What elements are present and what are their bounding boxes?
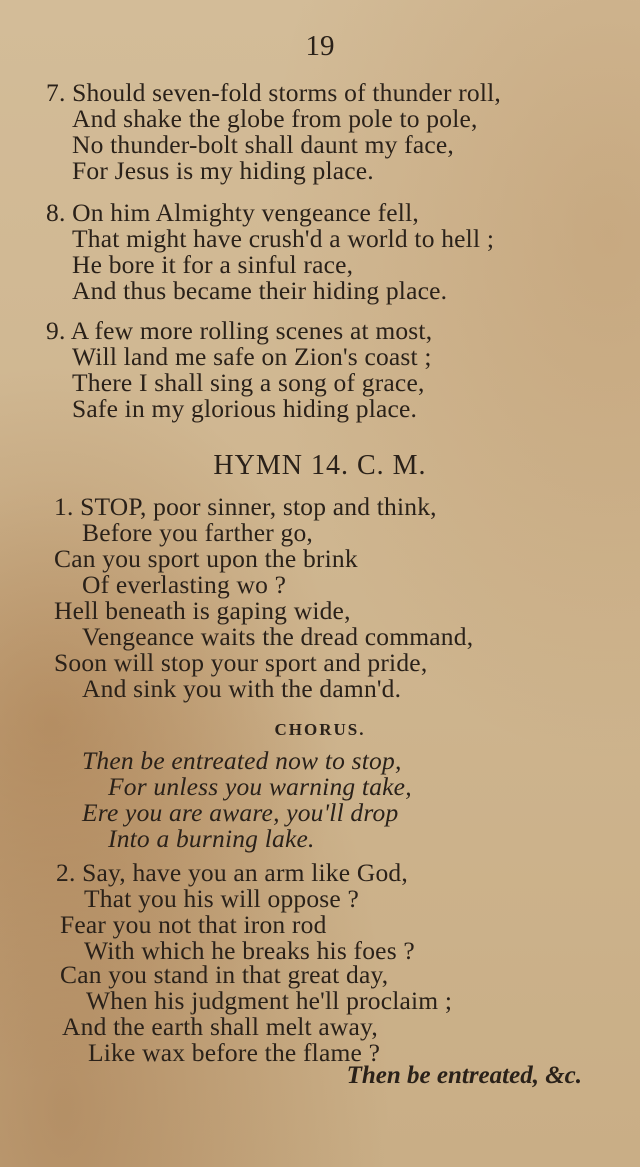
hymn-stanza-1-line-4: Of everlasting wo ? bbox=[82, 570, 287, 599]
chorus-line-2: For unless you warning take, bbox=[108, 772, 412, 801]
hymn-stanza-1-line-2: Before you farther go, bbox=[82, 518, 313, 547]
chorus-line-3: Ere you are aware, you'll drop bbox=[82, 798, 399, 827]
stanza-7-line-3: No thunder-bolt shall daunt my face, bbox=[72, 130, 455, 159]
stanza-8-line-3: He bore it for a sinful race, bbox=[72, 250, 354, 279]
chorus-line-4: Into a burning lake. bbox=[108, 824, 315, 853]
hymn-stanza-2-line-3: Fear you not that iron rod bbox=[60, 910, 327, 939]
hymn-stanza-1-line-5: Hell beneath is gaping wide, bbox=[54, 596, 351, 625]
hymn-stanza-2-line-4: With which he breaks his foes ? bbox=[84, 936, 415, 965]
stanza-9-line-4: Safe in my glorious hiding place. bbox=[72, 394, 418, 423]
hymn-stanza-1-line-3: Can you sport upon the brink bbox=[54, 544, 358, 573]
hymn-stanza-2-line-7: And the earth shall melt away, bbox=[62, 1012, 378, 1041]
chorus-line-1: Then be entreated now to stop, bbox=[82, 746, 402, 775]
hymn-stanza-2-line-5: Can you stand in that great day, bbox=[60, 960, 389, 989]
hymn-stanza-2-line-1: 2. Say, have you an arm like God, bbox=[56, 858, 408, 887]
hymn-title: HYMN 14. C. M. bbox=[213, 450, 427, 481]
chorus-label: CHORUS. bbox=[274, 720, 366, 739]
stanza-9-line-1: 9. A few more rolling scenes at most, bbox=[46, 316, 433, 345]
hymn-stanza-1-line-1: 1. STOP, poor sinner, stop and think, bbox=[54, 492, 437, 521]
page-number: 19 bbox=[305, 30, 335, 62]
stanza-9-line-2: Will land me safe on Zion's coast ; bbox=[72, 342, 432, 371]
stanza-8-line-1: 8. On him Almighty vengeance fell, bbox=[46, 198, 419, 227]
stanza-7-line-2: And shake the globe from pole to pole, bbox=[72, 104, 478, 133]
stanza-9-line-3: There I shall sing a song of grace, bbox=[72, 368, 425, 397]
hymn-stanza-1-line-7: Soon will stop your sport and pride, bbox=[54, 648, 428, 677]
stanza-7-line-1: 7. Should seven-fold storms of thunder roll, bbox=[46, 78, 502, 107]
hymn-stanza-2-line-6: When his judgment he'll proclaim ; bbox=[86, 986, 453, 1015]
stanza-8-line-4: And thus became their hiding place. bbox=[72, 276, 448, 305]
hymn-stanza-2-line-8: Like wax before the flame ? bbox=[88, 1038, 381, 1067]
hymn-stanza-2-line-2: That you his will oppose ? bbox=[84, 884, 360, 913]
chorus-reference: Then be entreated, &c. bbox=[346, 1062, 582, 1089]
stanza-7-line-4: For Jesus is my hiding place. bbox=[72, 156, 374, 185]
hymn-stanza-1-line-8: And sink you with the damn'd. bbox=[82, 674, 402, 703]
stanza-8-line-2: That might have crush'd a world to hell ; bbox=[72, 224, 495, 253]
hymn-stanza-1-line-6: Vengeance waits the dread command, bbox=[82, 622, 474, 651]
